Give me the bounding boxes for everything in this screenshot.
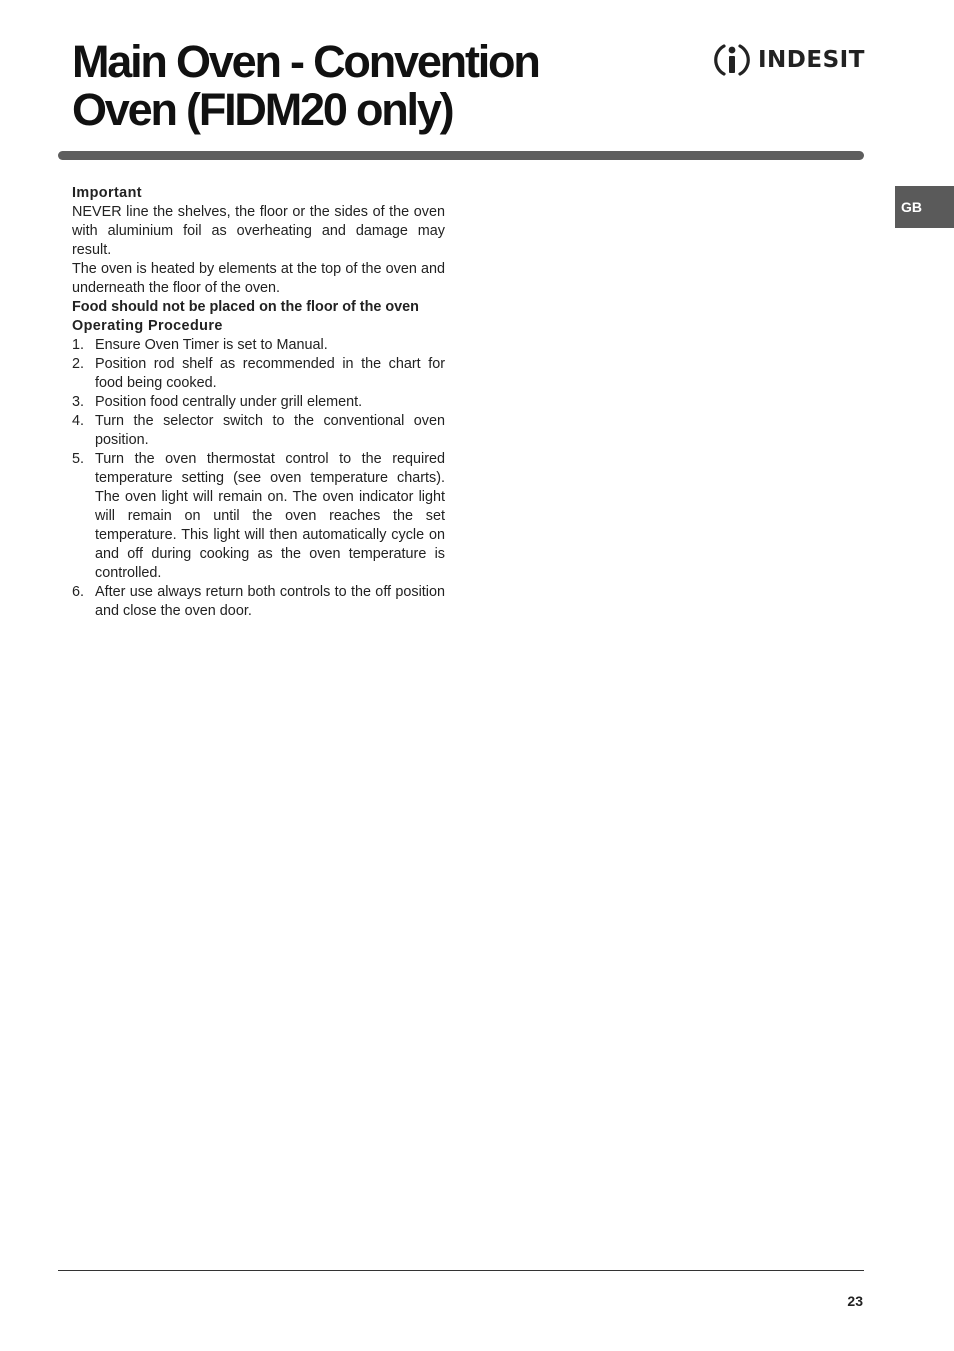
page-number: 23 — [847, 1293, 863, 1309]
floor-warning-note: Food should not be placed on the floor of the oven — [72, 299, 419, 315]
list-item — [72, 450, 445, 583]
step-text: Turn the selector switch to the conventional oven position. — [95, 413, 445, 448]
step-number: 1. — [72, 337, 85, 353]
important-paragraph-1: NEVER line the shelves, the floor or the sides of the oven with aluminium foil as overheating and damage may result. — [72, 204, 445, 258]
procedure-steps-list — [72, 336, 445, 621]
step-number: 6. — [72, 584, 85, 600]
important-heading: Important — [72, 185, 142, 201]
main-content — [72, 184, 445, 621]
page-title-line-1: Main Oven - Convention — [72, 36, 539, 87]
step-text: Ensure Oven Timer is set to Manual. — [95, 337, 328, 353]
step-number: 3. — [72, 394, 85, 410]
list-item — [72, 336, 445, 355]
brand-logo — [712, 38, 866, 82]
step-number: 2. — [72, 356, 85, 372]
step-text: Turn the oven thermostat control to the required temperature setting (see oven temperature charts). The oven light will remain on. The oven indicator light will remain on until the oven reaches the set temperature. This light will then automatically cycle on and off during cooking as the oven temperature is controlled. — [95, 451, 445, 581]
list-item — [72, 412, 445, 450]
list-item — [72, 393, 445, 412]
brand-name: INDESIT — [758, 47, 865, 73]
step-number: 5. — [72, 451, 85, 467]
footer-divider — [58, 1270, 864, 1271]
step-text: After use always return both controls to the off position and close the oven door. — [95, 584, 445, 619]
important-paragraph-2: The oven is heated by elements at the top of the oven and underneath the floor of the oven. — [72, 261, 445, 296]
step-text: Position rod shelf as recommended in the chart for food being cooked. — [95, 356, 445, 391]
language-tab: GB — [895, 186, 954, 228]
page-title — [72, 38, 632, 134]
list-item — [72, 355, 445, 393]
step-text: Position food centrally under grill element. — [95, 394, 363, 410]
header-divider — [58, 151, 864, 160]
list-item — [72, 583, 445, 621]
indesit-i-logo-icon — [712, 40, 752, 80]
procedure-heading: Operating Procedure — [72, 318, 223, 334]
step-number: 4. — [72, 413, 85, 429]
page-title-line-2: Oven (FIDM20 only) — [72, 84, 453, 135]
